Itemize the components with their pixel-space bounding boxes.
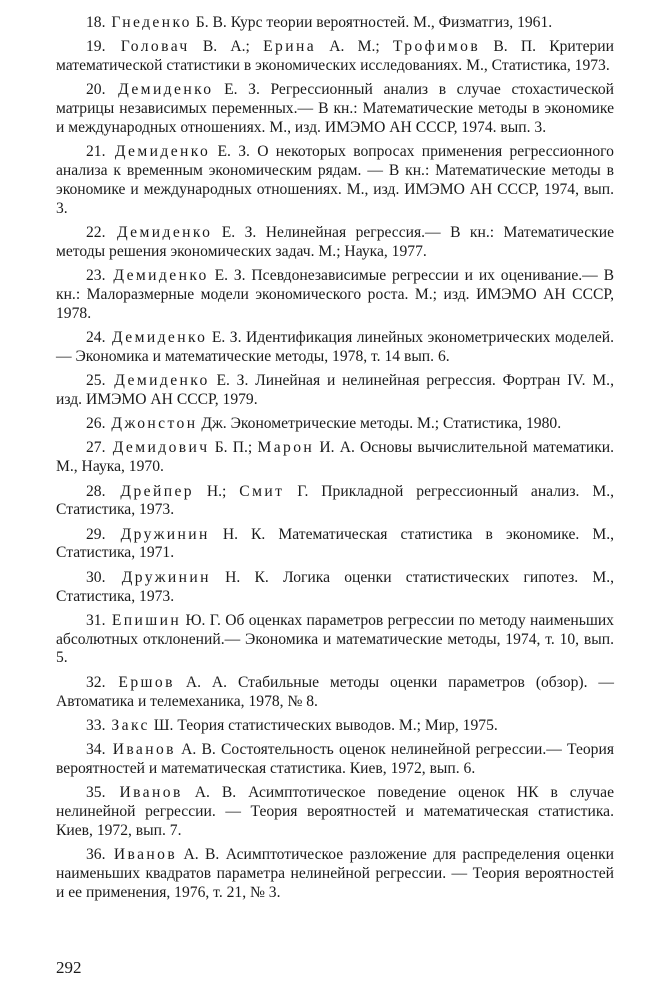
author-surname: Гнеденко <box>111 14 192 31</box>
bibliography-entry <box>56 717 614 736</box>
entry-number: 29. <box>86 525 106 543</box>
author-initials: Е. З. <box>221 223 257 241</box>
author-initials: В. А.; <box>202 38 250 56</box>
entry-number: 33. <box>86 716 106 734</box>
author-surname: Демиденко <box>114 372 210 390</box>
author-surname: Дрейпер <box>120 482 194 500</box>
author-surname: Демиденко <box>112 328 208 346</box>
author-initials: Ш. <box>153 716 174 734</box>
bibliography-entry <box>56 439 614 477</box>
bibliography-entry <box>56 372 614 410</box>
bibliography-entry <box>56 224 614 262</box>
bibliography-entry <box>56 569 614 607</box>
entry-number: 21. <box>86 143 106 161</box>
entry-text: Логика оценки статистических гипотез. М., Статистика, 1973. <box>56 568 614 605</box>
author-initials: Е. З. <box>214 267 246 285</box>
entry-number: 22. <box>86 223 106 241</box>
author-initials: Н. К. <box>225 568 269 586</box>
author-initials: Дж. <box>201 415 227 433</box>
author-initials: Е. З. <box>216 372 249 390</box>
entry-text: Критерии математической статистики в экономических исследованиях. М., Статистика, 1973. <box>56 38 615 75</box>
entry-number: 35. <box>86 784 106 802</box>
entry-text: Линейная и нелинейная регрессия. Фортран IV. М., изд. ИМЭМО АН СССР, 1979. <box>56 372 614 408</box>
author-surname: Иванов <box>113 846 178 864</box>
entry-number: 24. <box>86 328 106 346</box>
bibliography-entry <box>56 846 614 902</box>
bibliography-entry <box>56 674 614 712</box>
author-initials: Б. В. <box>195 14 227 31</box>
author-surname: Демиденко <box>118 81 214 99</box>
author-initials: Б. П.; <box>214 439 253 457</box>
bibliography-entry <box>56 741 614 779</box>
page-number: 292 <box>56 958 82 977</box>
entry-number: 27. <box>86 439 106 457</box>
entry-number: 31. <box>86 611 106 629</box>
author-surname: Иванов <box>119 784 183 802</box>
entry-number: 28. <box>86 482 106 500</box>
entry-text: Регрессионный анализ в случае стохастической матрицы независимых переменных.— В кн.: Математические методы в экономике и международных отношениях. М., изд. ИМЭМО АН СССР, 1974. вып. 3. <box>56 81 614 136</box>
bibliography-entry <box>56 526 614 564</box>
entry-text: О некоторых вопросах применения регрессионного анализа к временным экономическим рядам. — В кн.: Математические методы в экономике и международных отношениях. М., изд. ИМЭМО АН СССР, 1974, вып. 3. <box>56 143 614 217</box>
entry-number: 23. <box>86 267 106 285</box>
entry-text: Математическая статистика в экономике. М., Статистика, 1971. <box>56 525 615 562</box>
entry-text: Асимптотическое поведение оценок НК в случае нелинейной регрессии. — Теория вероятностей и математическая статистика. Киев, 1972, вып. 7. <box>56 784 614 839</box>
author-surname: Марон <box>257 439 315 457</box>
author-initials: А. М.; <box>329 38 380 56</box>
author-surname: Дружинин <box>121 568 211 586</box>
entry-text: Стабильные методы оценки параметров (обзор). — Автоматика и телемеханика, 1978, № 8. <box>56 673 614 710</box>
author-initials: Е. З. <box>211 328 242 346</box>
bibliography-entry <box>56 329 614 367</box>
entry-text: Нелинейная регрессия.— В кн.: Математические методы решения экономических задач. М.; Наука, 1977. <box>56 223 614 260</box>
bibliography-list <box>56 14 614 908</box>
entry-text: Эконометрические методы. М.; Статистика, 1980. <box>230 415 562 433</box>
bibliography-entry <box>56 784 614 840</box>
author-surname: Головач <box>120 38 190 56</box>
author-surname: Ершов <box>118 673 175 691</box>
entry-text: Псевдонезависимые регрессии и их оценивание.— В кн.: Малоразмерные модели экономического роста. М.; изд. ИМЭМО АН СССР, 1978. <box>56 267 614 322</box>
entry-number: 25. <box>86 372 106 390</box>
bibliography-entry <box>56 14 614 33</box>
entry-text: Асимптотическое разложение для распределения оценки наименьших квадратов параметра нелинейной регрессии. — Теория вероятностей и ее применения, 1976, т. 21, № 3. <box>56 846 614 901</box>
entry-text: Об оценках параметров регрессии по методу наименьших абсолютных отклонений.— Экономика и математические методы, 1974, т. 10, вып. 5. <box>56 611 614 667</box>
author-initials: В. П. <box>493 38 537 56</box>
entry-number: 19. <box>86 38 106 56</box>
entry-text: Прикладной регрессионный анализ. М., Статистика, 1973. <box>56 482 614 519</box>
bibliography-entry <box>56 483 614 521</box>
author-surname: Трофимов <box>392 38 481 56</box>
author-initials: Ю. Г. <box>185 611 221 629</box>
bibliography-entry <box>56 38 614 76</box>
bibliography-entry <box>56 415 614 434</box>
author-surname: Ерина <box>263 38 317 56</box>
author-initials: Н. К. <box>222 525 266 543</box>
author-surname: Демиденко <box>114 143 211 161</box>
entry-text: Основы вычислительной математики. М., Наука, 1970. <box>56 439 615 476</box>
entry-text: Теория статистических выводов. М.; Мир, 1975. <box>177 716 498 734</box>
author-surname: Джонстон <box>111 415 198 433</box>
author-surname: Демиденко <box>113 267 209 285</box>
author-surname: Закс <box>111 716 150 734</box>
author-surname: Дружинин <box>120 525 210 543</box>
entry-number: 18. <box>86 14 106 31</box>
author-initials: Е. З. <box>217 143 250 161</box>
author-surname: Иванов <box>112 741 176 759</box>
entry-number: 30. <box>86 568 106 586</box>
bibliography-entry <box>56 143 614 218</box>
entry-number: 20. <box>86 81 106 99</box>
author-surname: Демиденко <box>116 223 213 241</box>
bibliography-entry <box>56 612 614 668</box>
entry-number: 26. <box>86 415 106 433</box>
entry-text: Идентификация линейных эконометрических моделей.— Экономика и математические методы, 1978, т. 14 вып. 6. <box>56 328 614 365</box>
author-surname: Епишин <box>111 611 182 629</box>
author-initials: А. В. <box>194 784 237 802</box>
bibliography-entry <box>56 81 614 137</box>
entry-text: Курс теории вероятностей. М., Физматгиз, 1961. <box>230 14 553 31</box>
author-initials: Е. З. <box>224 81 260 99</box>
entry-number: 36. <box>86 846 106 864</box>
entry-text: Состоятельность оценок нелинейной регрессии.— Теория вероятностей и математическая статистика. Киев, 1972, вып. 6. <box>56 741 614 777</box>
author-surname: Смит <box>239 482 285 500</box>
author-initials: Г. <box>297 482 309 500</box>
author-initials: Н.; <box>206 482 227 500</box>
entry-number: 32. <box>86 673 106 691</box>
bibliography-entry <box>56 267 614 323</box>
author-initials: А. А. <box>185 673 228 691</box>
author-initials: А. В. <box>181 741 216 759</box>
author-initials: И. А. <box>319 439 355 457</box>
entry-number: 34. <box>86 741 106 759</box>
author-initials: А. В. <box>183 846 220 864</box>
author-surname: Демидович <box>112 439 210 457</box>
